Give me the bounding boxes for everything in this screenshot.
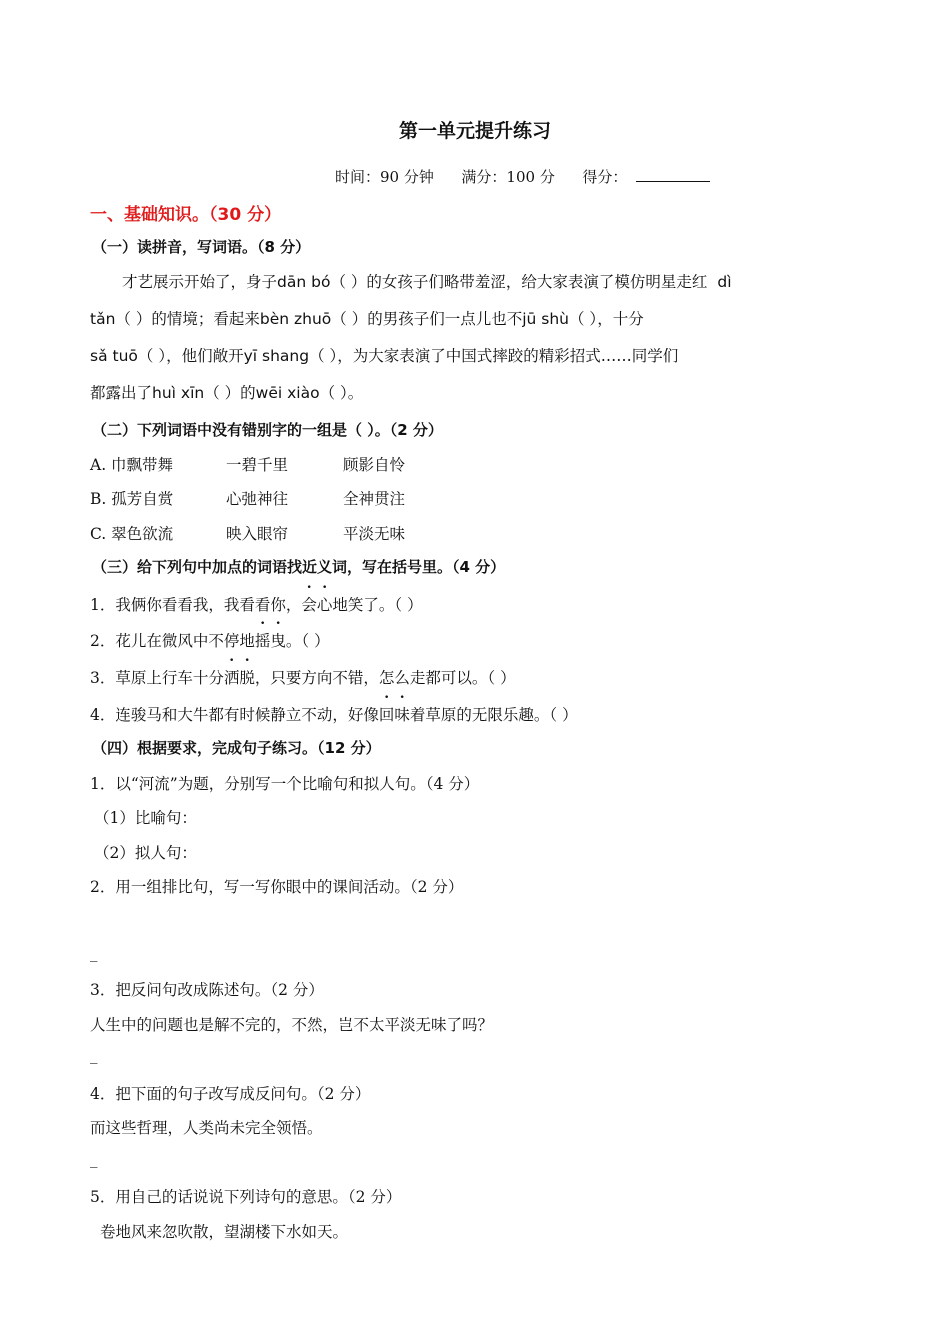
q3-item-3: 3．草原上行车十分洒脱，只要方向不错，怎么走都可以。（ ）: [90, 666, 516, 688]
answer-mark[interactable]: _: [90, 1150, 98, 1168]
answer-blank[interactable]: （ ）: [137, 347, 167, 365]
dotted-char: 回: [378, 706, 395, 724]
pinyin-jushu: jū shù: [522, 310, 569, 328]
dotted-char: 味: [394, 706, 410, 724]
option-c[interactable]: C. 翠色欲流 映入眼帘 平淡无味: [90, 525, 406, 543]
pinyin-line-2: tǎn（ ）的情境；看起来bèn zhuō（ ）的男孩子们一点儿也不jū shù（ ），十分: [90, 310, 644, 328]
q3-item-1: 1．我俩你看看我，我看看你，会心地笑了。（ ）: [90, 593, 423, 615]
dotted-char: 曳: [270, 632, 286, 650]
q3-item-2: 2．花儿在微风中不停地摇曳。（ ）: [90, 629, 330, 651]
section-1-heading: 一、基础知识。（30 分）: [90, 205, 282, 225]
pinyin-ditan-2: tǎn: [90, 310, 116, 328]
pinyin-danbo: dān bó: [277, 273, 331, 291]
q4-item-2: 2．用一组排比句，写一写你眼中的课间活动。（2 分）: [90, 878, 464, 896]
q3-heading: （三）给下列句中加点的词语找近义词，写在括号里。（4 分）: [92, 558, 506, 576]
q4-item-4: 4．把下面的句子改写成反问句。（2 分）: [90, 1085, 371, 1103]
pinyin-benzhuo: bèn zhuō: [259, 310, 332, 328]
exam-meta: [335, 166, 710, 187]
pinyin-huixin: huì xīn: [152, 384, 205, 402]
answer-blank[interactable]: （ ）: [331, 310, 368, 328]
option-b[interactable]: B. 孤芳自赏 心弛神往 全神贯注: [90, 490, 406, 508]
answer-blank[interactable]: （ ）: [319, 384, 348, 402]
answer-blank[interactable]: （ ）: [330, 273, 367, 291]
q4-item-4-sentence: 而这些哲理，人类尚未完全领悟。: [90, 1119, 323, 1137]
q4-item-5: 5．用自己的话说说下列诗句的意思。（2 分）: [90, 1188, 402, 1206]
pinyin-line-4: 都露出了huì xīn（ ）的wēi xiào（ ）。: [90, 384, 364, 402]
answer-blank[interactable]: （ ）: [569, 310, 598, 328]
q3-item-4: 4．连骏马和大牛都有时候静立不动，好像回味着草原的无限乐趣。（ ）: [90, 703, 578, 725]
pinyin-line-3: sǎ tuō（ ），他们敞开yī shang（ ），为大家表演了中国式摔跤的精彩招式……同学们: [90, 347, 679, 365]
pinyin-weixiao: wēi xiào: [255, 384, 320, 402]
dotted-char: 洒: [223, 669, 240, 687]
q4-heading: （四）根据要求，完成句子练习。（12 分）: [92, 739, 381, 757]
answer-mark[interactable]: _: [90, 944, 98, 962]
q4-item-1: 1．以“河流”为题，分别写一个比喻句和拟人句。（4 分）: [90, 775, 480, 793]
full-score: 满分：100 分: [461, 168, 555, 186]
time-limit: 时间：90 分钟: [335, 168, 434, 186]
pinyin-ditan-1: dì: [717, 273, 732, 291]
dotted-char: 脱: [239, 669, 255, 687]
dotted-char: 会: [301, 596, 317, 614]
pinyin-satuo: sǎ tuō: [90, 347, 138, 365]
answer-blank[interactable]: （ ）: [115, 310, 152, 328]
answer-mark[interactable]: _: [90, 1046, 98, 1064]
personification-label[interactable]: （2）拟人句：: [94, 844, 197, 862]
q4-item-3: 3．把反问句改成陈述句。（2 分）: [90, 981, 324, 999]
answer-blank[interactable]: （ ）: [204, 384, 241, 402]
answer-blank[interactable]: （ ）: [309, 347, 338, 365]
score-label: 得分：: [582, 168, 628, 186]
page-title: 第一单元提升练习: [398, 120, 551, 142]
poem-line: 卷地风来忽吹散，望湖楼下水如天。: [100, 1223, 349, 1241]
score-blank[interactable]: [636, 167, 710, 182]
q2-heading: （二）下列词语中没有错别字的一组是（ ）。（2 分）: [92, 421, 443, 439]
dotted-char: 心: [316, 596, 333, 614]
option-a[interactable]: A. 巾飘带舞 一碧千里 顾影自怜: [90, 456, 406, 474]
dotted-char: 摇: [254, 632, 271, 650]
pinyin-yishang: yī shang: [243, 347, 310, 365]
pinyin-line-1: 才艺展示开始了，身子dān bó（ ）的女孩子们略带羞涩，给大家表演了模仿明星走红 dì: [122, 273, 732, 291]
simile-label[interactable]: （1）比喻句：: [94, 809, 197, 827]
q1-heading: （一）读拼音，写词语。（8 分）: [92, 238, 311, 256]
q4-item-3-sentence: 人生中的问题也是解不完的，不然，岂不太平淡无味了吗？: [90, 1016, 494, 1034]
